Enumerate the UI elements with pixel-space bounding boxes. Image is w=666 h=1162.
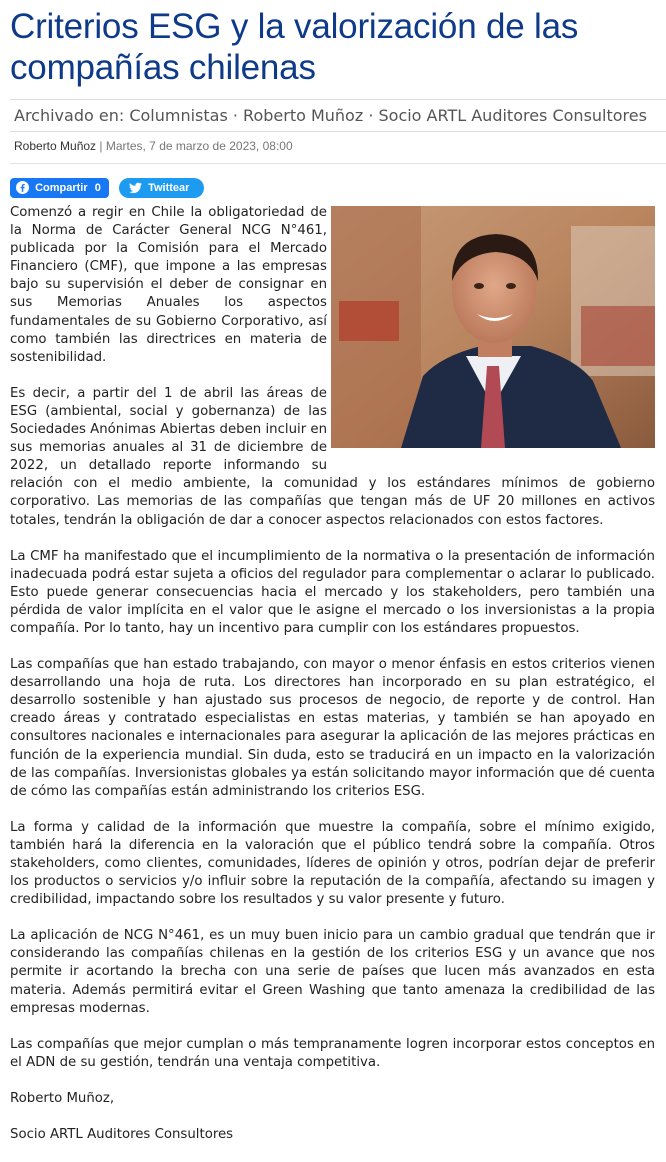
facebook-share-count: 0 [94, 182, 101, 194]
signature-name: Roberto Muñoz, [10, 1090, 115, 1106]
page-title: Criterios ESG y la valorización de las compañías chilenas [10, 7, 579, 87]
facebook-share-button[interactable] [10, 178, 109, 198]
facebook-share-label: Compartir [35, 182, 88, 194]
signature-role: Socio ARTL Auditores Consultores [10, 1127, 234, 1143]
photo-spacer [327, 204, 655, 468]
paragraph: La aplicación de NCG N°461, es un muy buen inicio para un cambio gradual que tendrán que ir considerando las compañías chilenas en la gestión de los criterios ESG y un avance que nos permite ir acortando la brecha con una serie de países que lucen más avanzados en esta materia. Además permitirá evitar el Green Washing que tanto amenaza la credibilidad de las empresas modernas. [10, 928, 655, 1016]
paragraph: Comenzó a regir en Chile la obligatoriedad de la Norma de Carácter General NCG N°461, publicada por la Comisión para el Mercado Financiero (CMF), que impone a las empresas bajo su supervisión el deber de consignar en sus Memorias Anuales los aspectos fundamentales de su Gobierno Corporativo, así como también las directrices en materia de sostenibilidad. [10, 205, 327, 365]
article-body [10, 204, 655, 1162]
paragraph: La CMF ha manifestado que el incumplimiento de la normativa o la presentación de información inadecuada podrá estar sujeta a oficios del regulador para complementar o aclarar lo publicado. Esto puede generar consecuencias hacia el mercado y los stakeholders, pero también una pérdida de valor implícita en el valor que le asigne el mercado o los inversionistas a la propia compañía. Por lo tanto, hay un incentivo para cumplir con los estándares propuestos. [10, 548, 655, 636]
breadcrumb: Archivado en: Columnistas · Roberto Muñoz · Socio ARTL Auditores Consultores [10, 99, 666, 132]
divider [10, 163, 666, 164]
facebook-icon [16, 181, 29, 194]
paragraph: La forma y calidad de la información que muestre la compañía, sobre el mínimo exigido, también hará la diferencia en la valoración que el público tendrá sobre la compañía. Otros stakeholders, como clientes, comunidades, líderes de opinión y otros, podrían dejar de preferir los productos o servicios y/o influir sobre la reputación de la compañía, afectando su imagen y credibilidad, impactando sobre los resultados y su valor presente y futuro. [10, 819, 655, 908]
twitter-share-button[interactable] [119, 178, 204, 198]
byline [14, 139, 293, 153]
author-name[interactable]: Roberto Muñoz [14, 139, 97, 153]
twitter-share-label: Twittear [148, 182, 190, 194]
byline-separator: | [99, 139, 106, 153]
paragraph: Es decir, a partir del 1 de abril las áreas de ESG (ambiental, social y gobernanza) de las Sociedades Anónimas Abiertas deben incluir en sus memorias anuales al 31 de diciembre de 2022, un detallado reporte informando su relación con el medio ambiente, la comunidad y los estándares mínimos de gobierno corporativo. Las memorias de las compañías que tengan más de UF 20 millones en activos totales, tendrán la obligación de dar a conocer aspectos relacionados con estos factores. [10, 385, 655, 528]
paragraph: Las compañías que mejor cumplan o más tempranamente logren incorporar estos conceptos en el ADN de su gestión, tendrán una ventaja competitiva. [10, 1036, 655, 1070]
twitter-icon [129, 182, 142, 194]
publish-date: Martes, 7 de marzo de 2023, 08:00 [105, 139, 293, 153]
paragraph: Las compañías que han estado trabajando, con mayor o menor énfasis en estos criterios vienen desarrollando una hoja de ruta. Los directores han incorporado en su plan estratégico, el desarrollo sostenible y han ajustado sus procesos de negocio, de reporte y de control. Han creado áreas y contratado especialistas en estas materias, y también se han apoyado en consultores nacionales e internacionales para asegurar la aplicación de las mejores prácticas en función de la experiencia mundial. Sin duda, esto se traducirá en un impacto en la valorización de las compañías. Inversionistas globales ya están solicitando mayor información que dé cuenta de cómo las compañías están administrando los criterios ESG. [10, 657, 655, 799]
